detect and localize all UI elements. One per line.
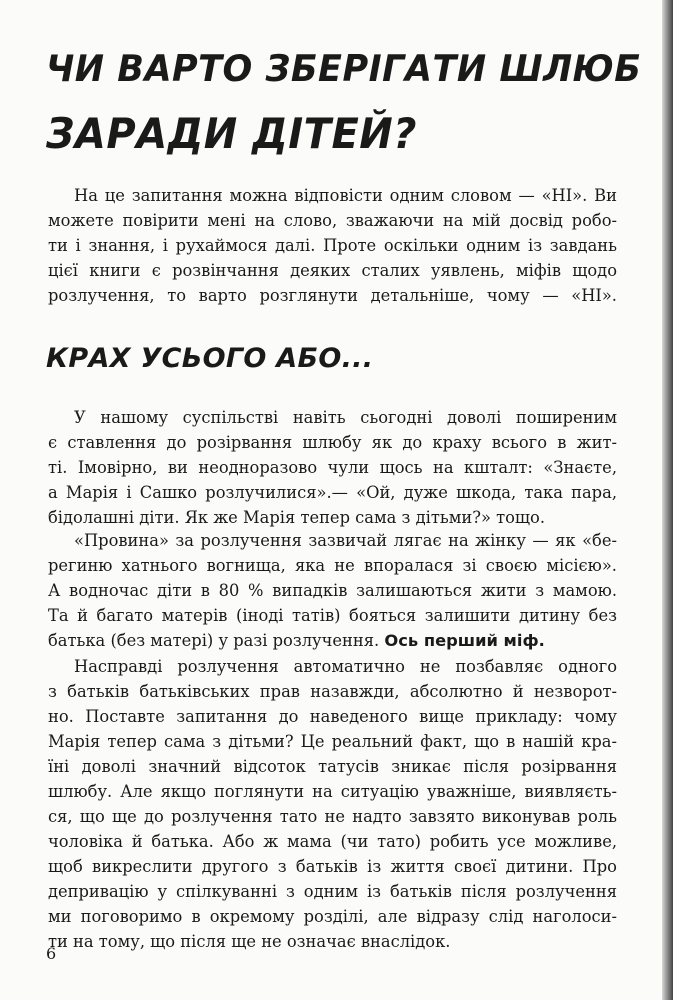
- intro-paragraph: [48, 183, 617, 308]
- text-line: У нашому суспільстві навіть сьогодні доволі поширеним: [74, 408, 617, 427]
- chapter-title-line-2: ЗАРАДИ ДІТЕЙ?: [46, 110, 417, 159]
- text-line: ти і знання, і рухаймося далі. Проте оскільки одним із завдань: [48, 236, 617, 255]
- paragraph-3: [48, 654, 617, 954]
- paragraph-1: [48, 405, 617, 530]
- text-line: можете повірити мені на слово, зважаючи на мій досвід робо-: [48, 211, 617, 230]
- text-line: ми поговоримо в окремому розділі, але відразу слід наголоси-: [48, 907, 617, 926]
- chapter-title-line-1: ЧИ ВАРТО ЗБЕРІГАТИ ШЛЮБ: [46, 48, 642, 91]
- page-edge-shadow: [662, 0, 673, 1000]
- text-line: є ставлення до розірвання шлюбу як до краху всього в жит-: [48, 433, 617, 452]
- text-line: Та й багато матерів (іноді татів) бояться залишити дитину без: [48, 606, 617, 625]
- text-line: їні доволі значний відсоток татусів зникає після розірвання: [48, 757, 617, 776]
- text-line: На це запитання можна відповісти одним словом — «НІ». Ви: [74, 186, 617, 205]
- section-heading: КРАХ УСЬОГО АБО...: [46, 343, 374, 374]
- text-line: депривацію у спілкуванні з одним із батьків після розлучення: [48, 882, 617, 901]
- text-line: щоб викреслити другого з батьків із життя своєї дитини. Про: [48, 857, 617, 876]
- text-line: региню хатнього вогнища, яка не впоралася зі своєю місією».: [48, 556, 617, 575]
- text-line: чоловіка й батька. Або ж мама (чи тато) робить усе можливе,: [48, 832, 617, 851]
- paragraph-2: [48, 528, 617, 653]
- text-line: цієї книги є розвінчання деяких сталих уявлень, міфів щодо: [48, 261, 617, 280]
- text-line: ся, що ще до розлучення тато не надто завзято виконував роль: [48, 807, 617, 826]
- text-line: ті. Імовірно, ви неодноразово чули щось на кшталт: «Знаєте,: [48, 458, 617, 477]
- first-myth-emphasis: Ось перший міф.: [384, 631, 545, 650]
- text-line: но. Поставте запитання до наведеного вище прикладу: чому: [48, 707, 617, 726]
- text-line: а Марія і Сашко розлучилися».— «Ой, дуже шкода, така пара,: [48, 483, 617, 502]
- text-line: бідолашні діти. Як же Марія тепер сама з дітьми?» тощо.: [48, 508, 545, 527]
- text-run: батька (без матері) у разі розлучення.: [48, 631, 380, 650]
- chapter-title: [46, 37, 642, 167]
- text-line: А водночас діти в 80 % випадків залишаються жити з мамою.: [48, 581, 617, 600]
- text-line: Марія тепер сама з дітьми? Це реальний факт, що в нашій кра-: [48, 732, 617, 751]
- text-line: розлучення, то варто розглянути детальніше, чому — «НІ».: [48, 286, 617, 305]
- text-line: [48, 628, 617, 653]
- text-line: з батьків батьківських прав назавжди, абсолютно й незворот-: [48, 682, 617, 701]
- page-number: 6: [46, 944, 57, 963]
- text-line: шлюбу. Але якщо поглянути на ситуацію уважніше, виявляєть-: [48, 782, 617, 801]
- text-line: Насправді розлучення автоматично не позбавляє одного: [74, 657, 617, 676]
- text-line: «Провина» за розлучення зазвичай лягає на жінку — як «бе-: [74, 531, 617, 550]
- text-line: ти на тому, що після ще не означає внаслідок.: [48, 932, 451, 951]
